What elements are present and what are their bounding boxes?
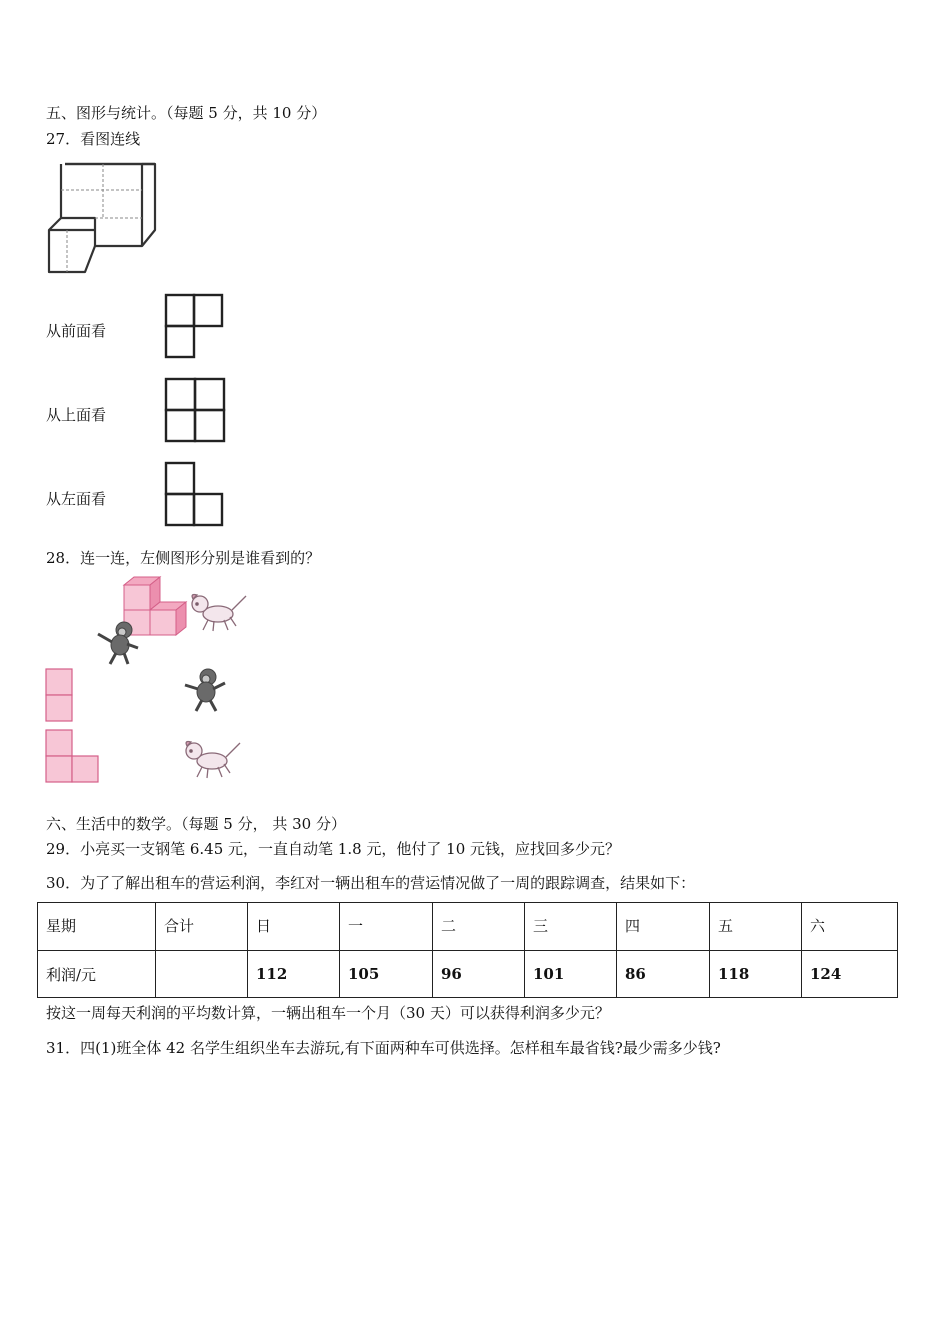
- table-header-row: [38, 903, 898, 951]
- table-header-cell: 合计: [156, 903, 248, 951]
- table-header-cell: 二: [433, 903, 525, 951]
- dog-icon: [188, 590, 248, 632]
- q27-block-figure: [47, 160, 157, 275]
- q30-question: 按这一周每天利润的平均数计算，一辆出租车一个月（30 天）可以获得利润多少元？: [46, 1004, 610, 1022]
- q28-title: 28．连一连，左侧图形分别是谁看到的？: [46, 549, 321, 567]
- section5-heading: 五、图形与统计。（每题 5 分，共 10 分）: [46, 104, 327, 122]
- monkey-icon: [182, 667, 228, 713]
- table-header-cell: 四: [617, 903, 710, 951]
- view-top-label: 从上面看: [46, 406, 107, 424]
- q31-text: 31．四(1)班全体 42 名学生组织坐车去游玩,有下面两种车可供选择。怎样租车最省钱?最少需多少钱?: [46, 1039, 721, 1057]
- table-cell: 96: [433, 951, 525, 998]
- profit-table: [37, 902, 898, 998]
- table-header-cell: 五: [710, 903, 802, 951]
- section6-heading: 六、生活中的数学。（每题 5 分， 共 30 分）: [46, 815, 346, 833]
- pink-view-vertical: [45, 668, 75, 723]
- table-row: [38, 951, 898, 998]
- table-header-cell: 星期: [38, 903, 156, 951]
- table-header-cell: 一: [340, 903, 433, 951]
- table-header-cell: 六: [802, 903, 898, 951]
- view-front-shape: [164, 293, 226, 359]
- q27-title: 27．看图连线: [46, 130, 141, 148]
- q29-text: 29．小亮买一支钢笔 6.45 元，一直自动笔 1.8 元，他付了 10 元钱，应找回多少元？: [46, 840, 621, 858]
- table-cell: 112: [248, 951, 340, 998]
- table-header-cell: 日: [248, 903, 340, 951]
- pink-view-l-shape: [45, 729, 101, 784]
- view-front-label: 从前面看: [46, 322, 107, 340]
- view-top-shape: [164, 377, 226, 443]
- view-left-shape: [164, 461, 226, 527]
- table-cell: 86: [617, 951, 710, 998]
- table-cell: 124: [802, 951, 898, 998]
- table-header-cell: 三: [525, 903, 617, 951]
- table-cell: 118: [710, 951, 802, 998]
- dog-icon: [182, 737, 242, 779]
- table-cell: 101: [525, 951, 617, 998]
- monkey-icon: [94, 620, 140, 666]
- row-label: 利润/元: [38, 951, 156, 998]
- table-cell: 105: [340, 951, 433, 998]
- total-cell: [156, 951, 248, 998]
- q30-title: 30．为了了解出租车的营运利润，李红对一辆出租车的营运情况做了一周的跟踪调查，结果如下：: [46, 874, 696, 892]
- view-left-label: 从左面看: [46, 490, 107, 508]
